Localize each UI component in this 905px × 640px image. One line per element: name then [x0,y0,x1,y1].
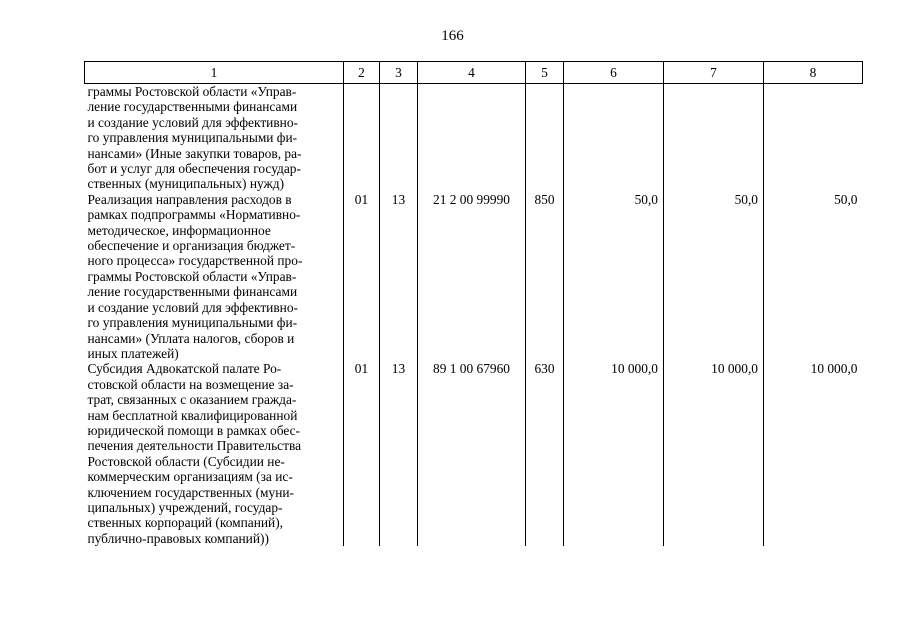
cell-amount-col6 [564,84,664,192]
cell-amount-col8: 10 000,0 [764,361,863,546]
column-header-5: 5 [526,62,564,84]
cell-target-article: 89 1 00 67960 [418,361,526,546]
cell-expense-type: 850 [526,192,564,361]
cell-expense-type: 630 [526,361,564,546]
cell-section: 01 [344,361,380,546]
cell-amount-col7: 10 000,0 [664,361,764,546]
cell-target-article [418,84,526,192]
column-header-4: 4 [418,62,526,84]
cell-section [344,84,380,192]
cell-expense-type [526,84,564,192]
row-description-text: Реализация направления расходов в рамках подпрограммы «Нормативно- методическое, информационное обеспечение и организация бюджет- ного процесса» государственной про- граммы Ростовской области «Управ- ление государственными финансами и создание условий для эффективно- го управления муниципальными фи- нансами» (Уплата налогов, сборов и иных платежей) [87,191,303,361]
column-header-7: 7 [664,62,764,84]
cell-amount-col8 [764,84,863,192]
table-row [85,361,863,546]
column-header-6: 6 [564,62,664,84]
header-row [85,62,863,84]
cell-section: 01 [344,192,380,361]
row-description-text: граммы Ростовской области «Управ- ление государственными финансами и создание условий для эффективно- го управления муниципальными фи- нансами» (Иные закупки товаров, ра- бот и услуг для обеспечения государ- ственных (муниципальных) нужд) [87,84,302,192]
cell-amount-col7: 50,0 [664,192,764,361]
row-description-text: Субсидия Адвокатской палате Ро- стовской области на возмещение за- трат, связанных с оказанием гражда- нам бесплатной квалифицированной юридической помощи в рамках обес- печения деятельности Правительства Ростовской области (Субсидии не- коммерческим организациям (за ис- ключением государственных (муни- ципальных) учреждений, государ- ственных корпораций (компаний), публично-правовых компаний)) [87,361,302,546]
page-number: 166 [441,28,464,44]
table-row [85,84,863,192]
budget-table [84,61,863,546]
row-description [85,84,344,192]
row-description [85,361,344,546]
cell-target-article: 21 2 00 99990 [418,192,526,361]
table-row [85,192,863,361]
column-header-3: 3 [380,62,418,84]
cell-subsection: 13 [380,361,418,546]
cell-amount-col7 [664,84,764,192]
cell-amount-col6: 50,0 [564,192,664,361]
cell-amount-col8: 50,0 [764,192,863,361]
cell-amount-col6: 10 000,0 [564,361,664,546]
column-header-2: 2 [344,62,380,84]
cell-subsection [380,84,418,192]
cell-subsection: 13 [380,192,418,361]
column-header-1: 1 [85,62,344,84]
column-header-8: 8 [764,62,863,84]
row-description [85,192,344,361]
